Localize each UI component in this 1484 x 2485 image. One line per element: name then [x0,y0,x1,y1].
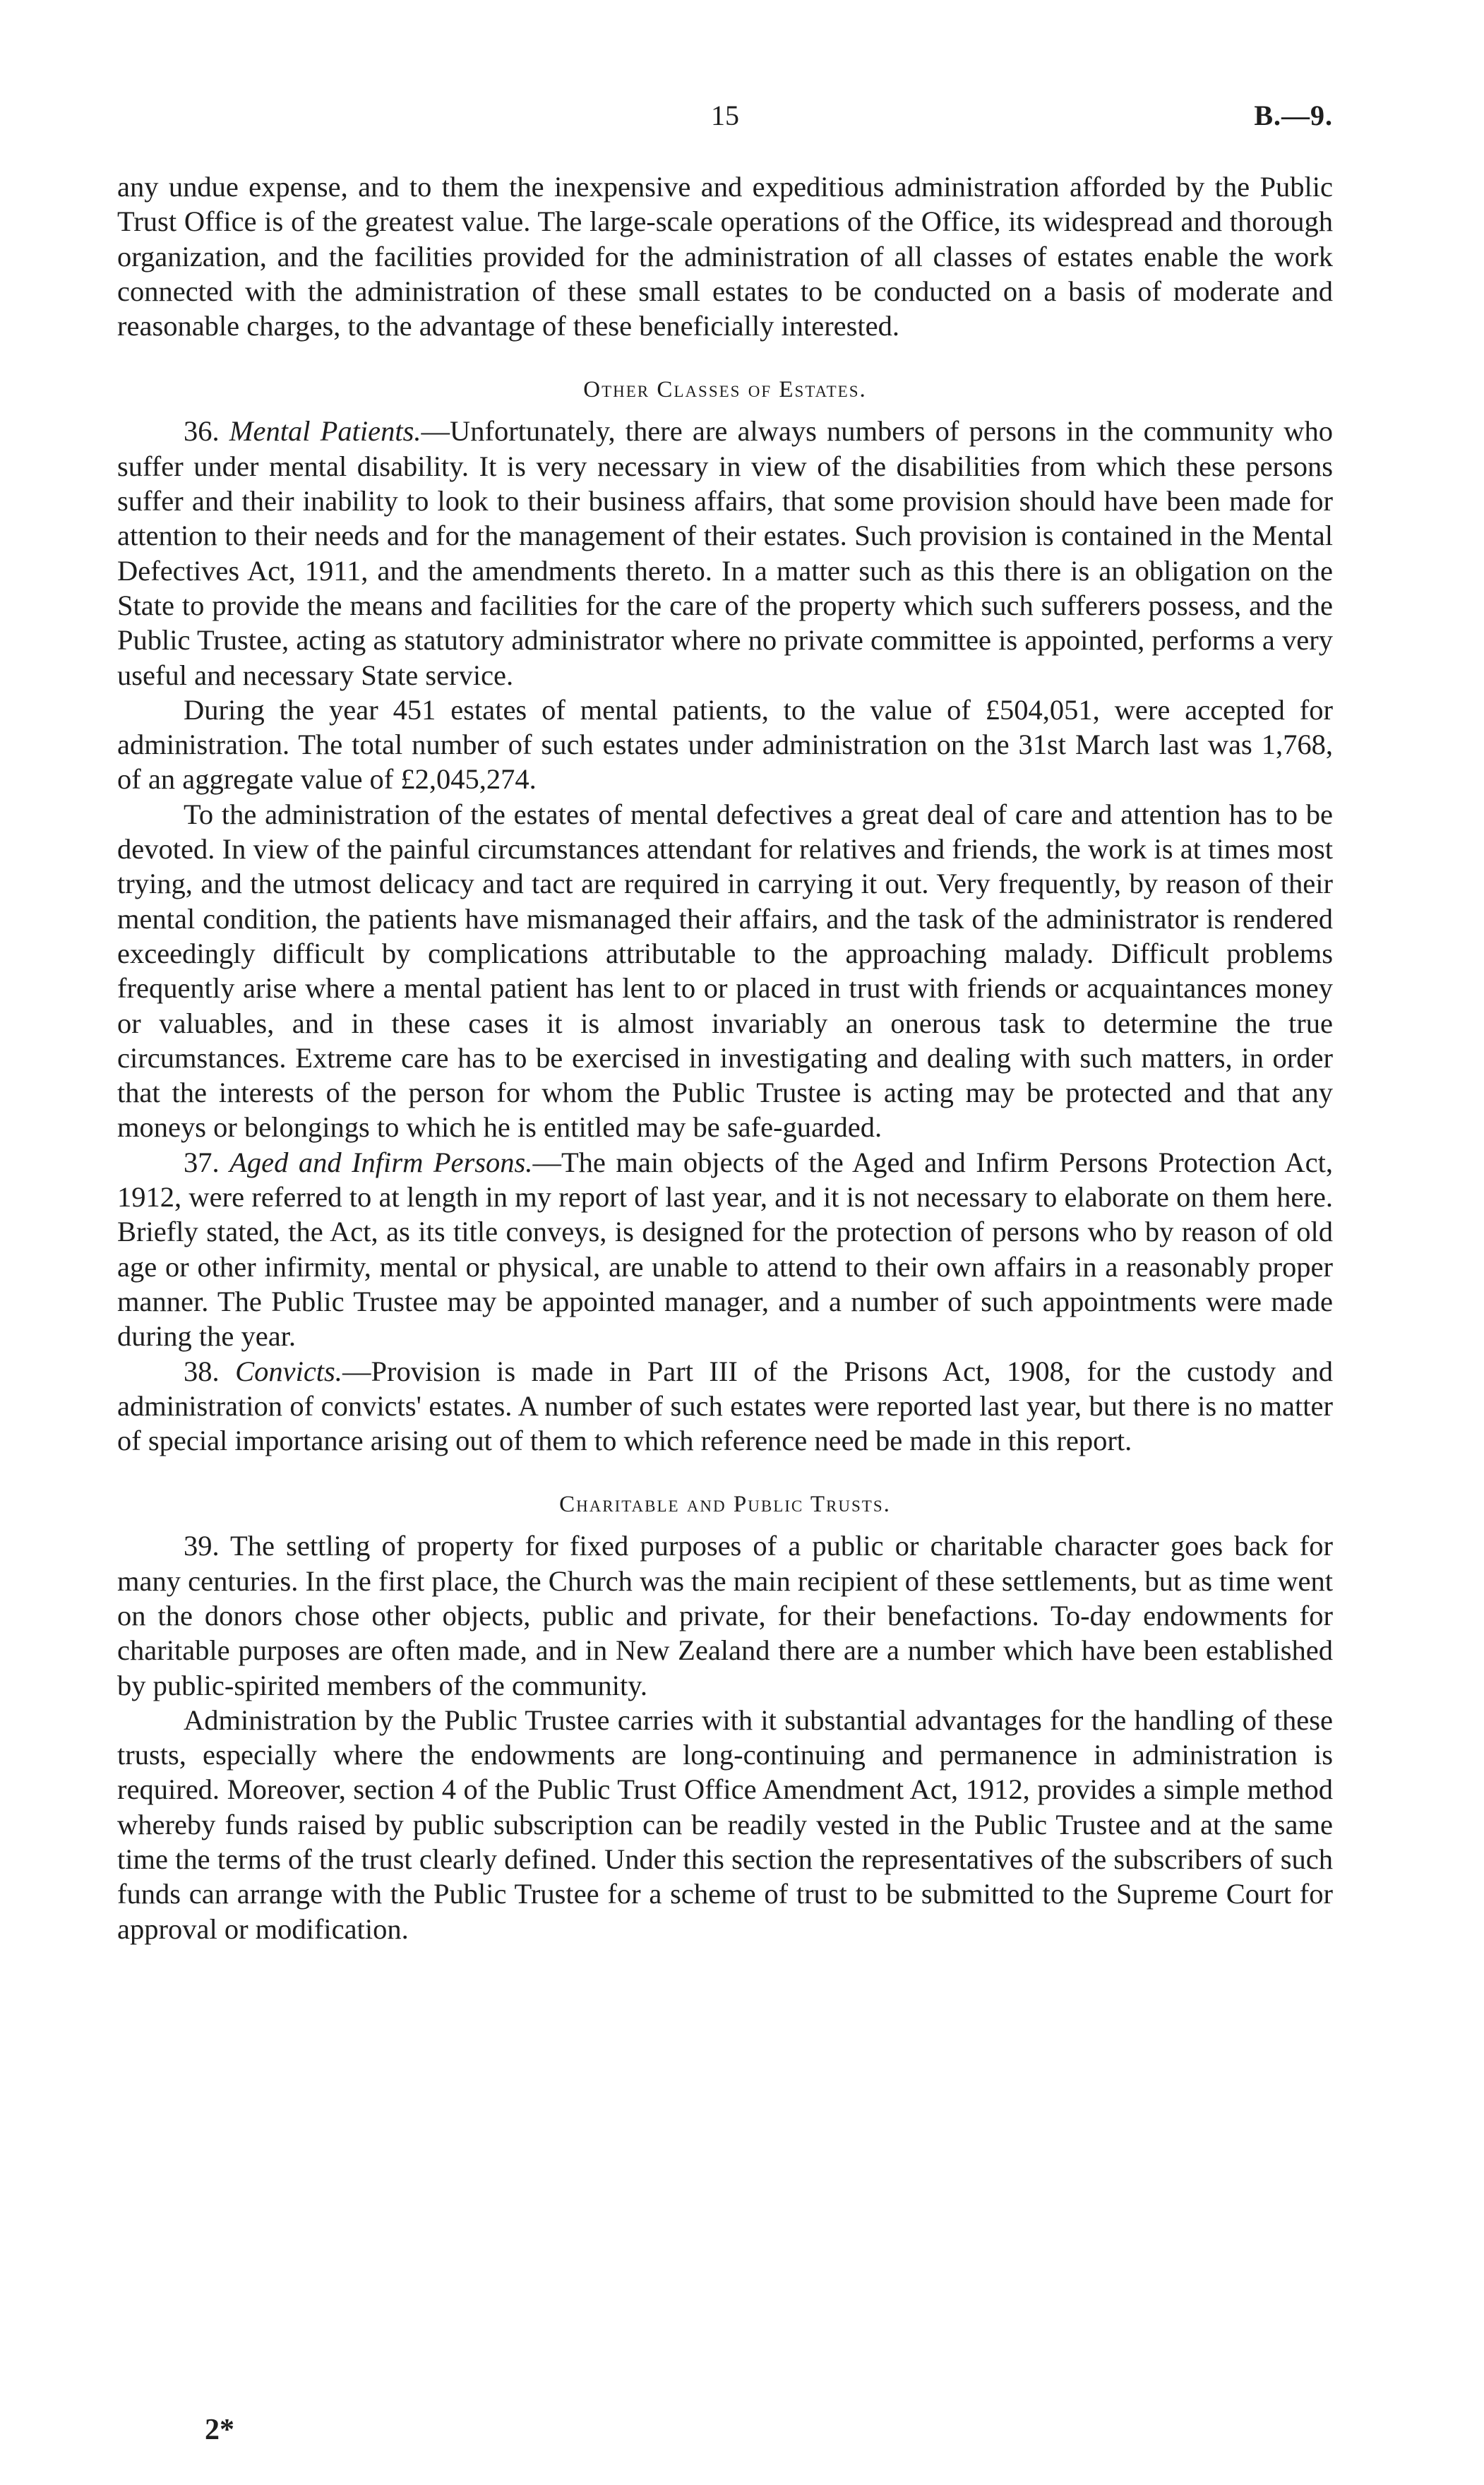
signature-mark: 2* [205,2414,234,2446]
paragraph-number: 36. [184,415,220,448]
paragraph-text: —Provision is made in Part III of the Prisons Act, 1908, for the custody and administration of convicts' estates. A number of such estates were reported last year, but there is no matter of special importance arising out of them to which reference need be made in this report. [117,1355,1334,1457]
paragraph-37 [117,1145,1333,1354]
paragraph-number: 37. [184,1146,220,1178]
paragraph-text: —The main objects of the Aged and Infirm Persons Protection Act, 1912, were referred to at length in my report of last year, and it is not necessary to elaborate on them here. Briefly stated, the Act, as its title conveys, is designed for the protection of persons who by reason of old age or other infirmity, mental or physical, are unable to attend to their own affairs in a reasonably proper manner. The Public Trustee may be appointed manager, and a number of such appointments were made during the year. [117,1146,1333,1353]
document-reference: B.—9. [1254,100,1333,131]
section-heading-charitable-trusts: Charitable and Public Trusts. [559,1492,891,1518]
paragraph-lead-in: Aged and Infirm Persons. [229,1146,533,1178]
paragraph-36-statistics: During the year 451 estates of mental patients, to the value of £504,051, were accepted for administration. The total number of such estates under administration on the 31st March last was 1,768, of an aggregate value of £2,045,274. [117,693,1333,796]
paragraph-36-administration: To the administration of the estates of mental defectives a great deal of care and attention has to be devoted. In view of the painful circumstances attendant for relatives and friends, the work is at times most trying, and the utmost delicacy and tact are required in carrying it out. Very frequently, by reason of their mental condition, the patients have mismanaged their affairs, and the task of the administrator is rendered exceedingly difficult by complications attributable to the approaching malady. Difficult problems frequently arise where a mental patient has lent to or placed in trust with friends or acquaintances money or valuables, and in these cases it is almost invariably an onerous task to determine the true circumstances. Extreme care has to be exercised in investigating and dealing with such matters, in order that the interests of the person for whom the Public Trustee is acting may be protected and that any moneys or belongings to which he is entitled may be safe-guarded. [117,798,1333,1144]
paragraph-lead-in: Mental Patients. [229,415,421,448]
document-body [117,169,1333,1946]
paragraph-text: —Unfortunately, there are always numbers of persons in the community who suffer under mental disability. It is very necessary in view of the disabilities from which these persons suffer and their inability to look to their business affairs, that some provision should have been made for attention to their needs and for the management of their estates. Such provision is contained in the Mental Defectives Act, 1911, and the amendments thereto. In a matter such as this there is an obligation on the State to provide the means and facilities for the care of the property which such sufferers possess, and the Public Trustee, acting as statutory administrator where no private committee is appointed, performs a very useful and necessary State service. [117,415,1334,691]
paragraph-38 [117,1354,1333,1459]
document-page [117,99,1333,1946]
paragraph-36 [117,414,1333,692]
page-header [117,99,1333,169]
intro-paragraph: any undue expense, and to them the inexpensive and expeditious administration afforded by the Public Trust Office is of the greatest value. The large-scale operations of the Office, its widespread and thorough organization, and the facilities provided for the administration of all classes of estates enable the work connected with the administration of these small estates to be conducted on a basis of moderate and reasonable charges, to the advantage of these beneficially interested. [117,171,1333,342]
section-heading-other-classes: Other Classes of Estates. [583,377,867,403]
paragraph-39-administration: Administration by the Public Trustee carries with it substantial advantages for the handling of these trusts, especially where the endowments are long-continuing and permanence in administration is required. Moreover, section 4 of the Public Trust Office Amendment Act, 1912, provides a simple method whereby funds raised by public subscription can be readily vested in the Public Trustee and at the same time the terms of the trust clearly defined. Under this section the representatives of the subscribers of such funds can arrange with the Public Trustee for a scheme of trust to be submitted to the Supreme Court for approval or modification. [117,1703,1333,1945]
paragraph-number: 38. [184,1355,220,1387]
paragraph-39: 39. The settling of property for fixed purposes of a public or charitable character goes back for many centuries. In the first place, the Church was the main recipient of these settlements, but as time went on the donors chose other objects, public and private, for their benefactions. To-day endowments for charitable purposes are often made, and in New Zealand there are a number which have been established by public-spirited members of the community. [117,1530,1333,1701]
page-number: 15 [711,100,739,131]
paragraph-lead-in: Convicts. [235,1355,342,1387]
